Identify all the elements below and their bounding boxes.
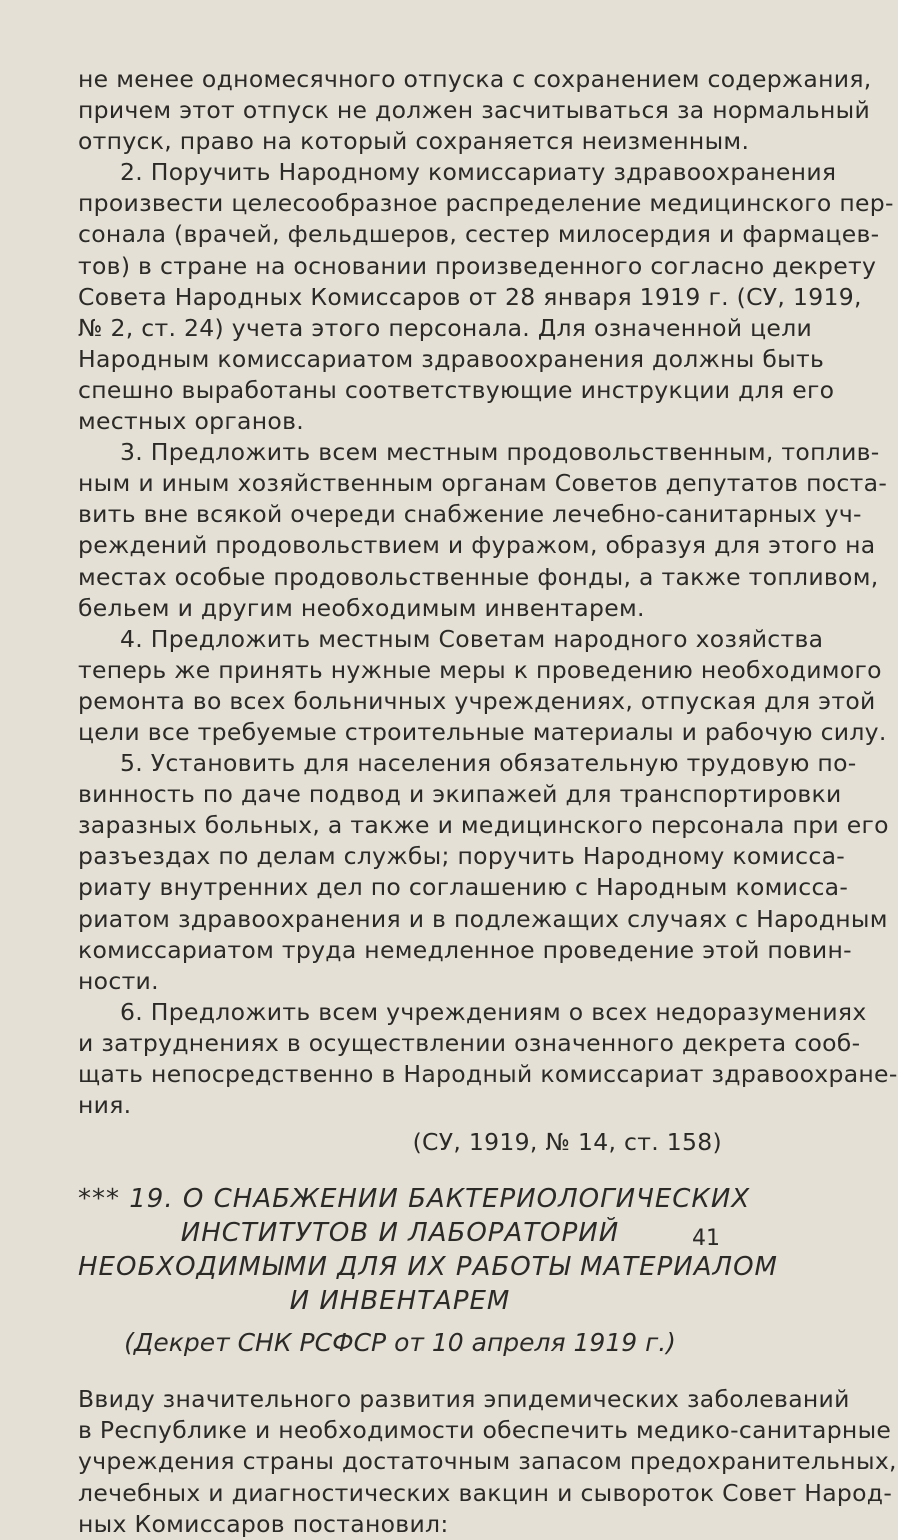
text-line: ным и иным хозяйственным органам Советов депутатов поста- xyxy=(78,469,888,498)
paragraph-continuation xyxy=(78,64,872,157)
heading-line: И ИНВЕНТАРЕМ xyxy=(289,1286,511,1317)
text-line: риатом здравоохранения и в подлежащих случаях с Народным xyxy=(78,904,888,933)
text-line: ности. xyxy=(78,966,159,995)
text-line: 3. Предложить всем местным продовольственным, топлив- xyxy=(120,438,880,467)
text-line: причем этот отпуск не должен засчитываться за нормальный xyxy=(78,96,871,125)
text-line: в Республике и необходимости обеспечить медико-санитарные xyxy=(78,1416,892,1445)
citation: (СУ, 1919, № 14, ст. 158) xyxy=(412,1128,722,1157)
text-line: 5. Установить для населения обязательную трудовую по- xyxy=(120,749,857,778)
text-line: Совета Народных Комиссаров от 28 января 1919 г. (СУ, 1919, xyxy=(78,282,862,311)
text-line: щать непосредственно в Народный комиссариат здравоохране- xyxy=(78,1060,898,1088)
text-line: ных Комиссаров постановил: xyxy=(78,1509,449,1538)
text-line: вить вне всякой очереди снабжение лечебно-санитарных уч- xyxy=(78,500,862,529)
text-line: комиссариатом труда немедленное проведение этой повин- xyxy=(78,935,852,964)
text-line: винность по даче подвод и экипажей для транспортировки xyxy=(78,780,842,809)
text-line: местах особые продовольственные фонды, а также топливом, xyxy=(78,562,879,591)
text-line: заразных больных, а также и медицинского персонала при его xyxy=(78,811,889,840)
text-line: Народным комиссариатом здравоохранения должны быть xyxy=(78,344,825,373)
text-line: ремонта во всех больничных учреждениях, отпуская для этой xyxy=(78,686,876,715)
paragraph-item-3 xyxy=(78,437,888,624)
text-line: лечебных и диагностических вакцин и сывороток Совет Народ- xyxy=(78,1478,893,1507)
text-line: учреждения страны достаточным запасом предохранительных, xyxy=(78,1447,897,1476)
text-line: произвести целесообразное распределение медицинского пер- xyxy=(78,189,894,218)
text-line: местных органов. xyxy=(78,407,304,436)
decree-subtitle: (Декрет СНК РСФСР от 10 апреля 1919 г.) xyxy=(124,1328,676,1358)
text-line: сонала (врачей, фельдшеров, сестер милосердия и фармацев- xyxy=(78,220,880,249)
text-line: спешно выработаны соответствующие инструкции для его xyxy=(78,375,835,404)
heading-line: ИНСТИТУТОВ И ЛАБОРАТОРИЙ xyxy=(180,1218,620,1249)
text-line: Ввиду значительного развития эпидемических заболеваний xyxy=(78,1385,850,1414)
text-line: реждений продовольствием и фуражом, образуя для этого на xyxy=(78,531,876,560)
paragraph-item-2 xyxy=(78,157,894,437)
text-line: бельем и другим необходимым инвентарем. xyxy=(78,593,645,622)
paragraph-item-6 xyxy=(78,997,898,1121)
text-line: и затруднениях в осуществлении означенного декрета сооб- xyxy=(78,1028,861,1057)
paragraph-item-4 xyxy=(78,624,887,748)
page-number: 41 xyxy=(692,1226,720,1251)
text-line: теперь же принять нужные меры к проведению необходимого xyxy=(78,655,882,684)
text-line: не менее одномесячного отпуска с сохранением содержания, xyxy=(78,65,872,93)
text-line: тов) в стране на основании произведенного согласно декрету xyxy=(78,251,877,280)
text-line: ния. xyxy=(78,1091,132,1120)
paragraph-item-5 xyxy=(78,748,889,997)
paragraph-preamble xyxy=(78,1384,897,1539)
text-line: 6. Предложить всем учреждениям о всех недоразумениях xyxy=(120,997,867,1026)
heading-line: НЕОБХОДИМЫМИ ДЛЯ ИХ РАБОТЫ МАТЕРИАЛОМ xyxy=(78,1252,778,1283)
text-line: цели все требуемые строительные материалы и рабочую силу. xyxy=(78,717,887,746)
text-line: отпуск, право на который сохраняется неизменным. xyxy=(78,127,750,156)
text-line: 4. Предложить местным Советам народного хозяйства xyxy=(120,624,824,653)
text-line: разъездах по делам службы; поручить Народному комисса- xyxy=(78,842,846,871)
text-line: 2. Поручить Народному комиссариату здравоохранения xyxy=(120,158,837,187)
text-line: № 2, ст. 24) учета этого персонала. Для означенной цели xyxy=(78,313,813,342)
section-heading xyxy=(78,1182,778,1318)
text-line: риату внутренних дел по соглашению с Народным комисса- xyxy=(78,873,849,902)
heading-line: *** 19. О СНАБЖЕНИИ БАКТЕРИОЛОГИЧЕСКИХ xyxy=(78,1184,751,1215)
